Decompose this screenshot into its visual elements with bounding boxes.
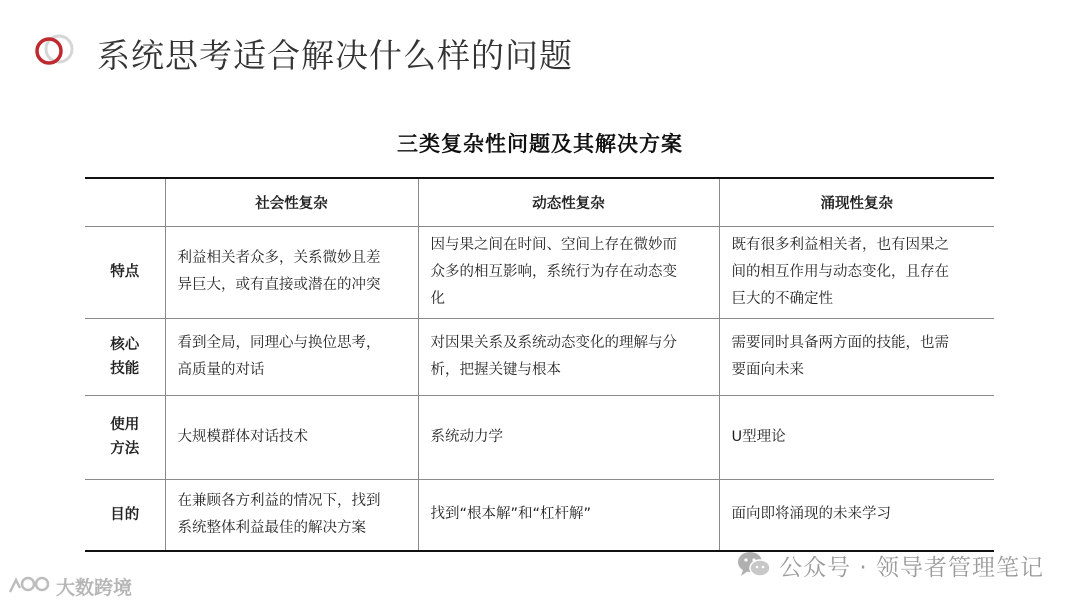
red-circle-logo-icon <box>33 33 77 69</box>
table-cell: 找到“根本解”和“杠杆解” <box>418 479 719 551</box>
table-cell: 面向即将涌现的未来学习 <box>719 479 994 551</box>
wechat-icon <box>737 550 771 580</box>
table-row <box>85 395 994 479</box>
table-cell: 系统动力学 <box>418 395 719 479</box>
wechat-watermark <box>737 548 1044 582</box>
corner-watermark-text: 大数跨境 <box>56 576 133 599</box>
header-social-complexity: 社会性复杂 <box>165 178 418 226</box>
corner-watermark <box>8 572 132 600</box>
header-dynamic-complexity: 动态性复杂 <box>418 178 719 226</box>
table-title: 三类复杂性问题及其解决方案 <box>397 132 683 156</box>
table-cell: 对因果关系及系统动态变化的理解与分 析，把握关键与根本 <box>418 318 719 395</box>
row-label-methods: 使用 方法 <box>85 395 165 479</box>
header-corner-cell <box>85 178 165 226</box>
table-cell: 看到全局，同理心与换位思考， 高质量的对话 <box>165 318 418 395</box>
table-cell: 在兼顾各方利益的情况下，找到 系统整体利益最佳的解决方案 <box>165 479 418 551</box>
row-label-features: 特点 <box>85 226 165 318</box>
row-label-purpose: 目的 <box>85 479 165 551</box>
slide-title: 系统思考适合解决什么样的问题 <box>97 36 573 75</box>
table-row <box>85 318 994 395</box>
table-cell: 因与果之间在时间、空间上存在微妙而 众多的相互影响，系统行为存在动态变 化 <box>418 226 719 318</box>
header-emergent-complexity: 涌现性复杂 <box>719 178 994 226</box>
table-cell: 利益相关者众多，关系微妙且差 异巨大，或有直接或潜在的冲突 <box>165 226 418 318</box>
table-header-row <box>85 178 994 226</box>
table-cell: 既有很多利益相关者，也有因果之 间的相互作用与动态变化，且存在 巨大的不确定性 <box>719 226 994 318</box>
table-row <box>85 479 994 551</box>
table-cell: U型理论 <box>719 395 994 479</box>
complexity-table <box>85 177 994 552</box>
table-cell: 大规模群体对话技术 <box>165 395 418 479</box>
table-row <box>85 226 994 318</box>
table-cell: 需要同时具备两方面的技能，也需 要面向未来 <box>719 318 994 395</box>
row-label-core-skills: 核心 技能 <box>85 318 165 395</box>
dashuju-logo-icon <box>8 574 52 598</box>
wechat-watermark-text: 公众号 · 领导者管理笔记 <box>779 554 1044 581</box>
